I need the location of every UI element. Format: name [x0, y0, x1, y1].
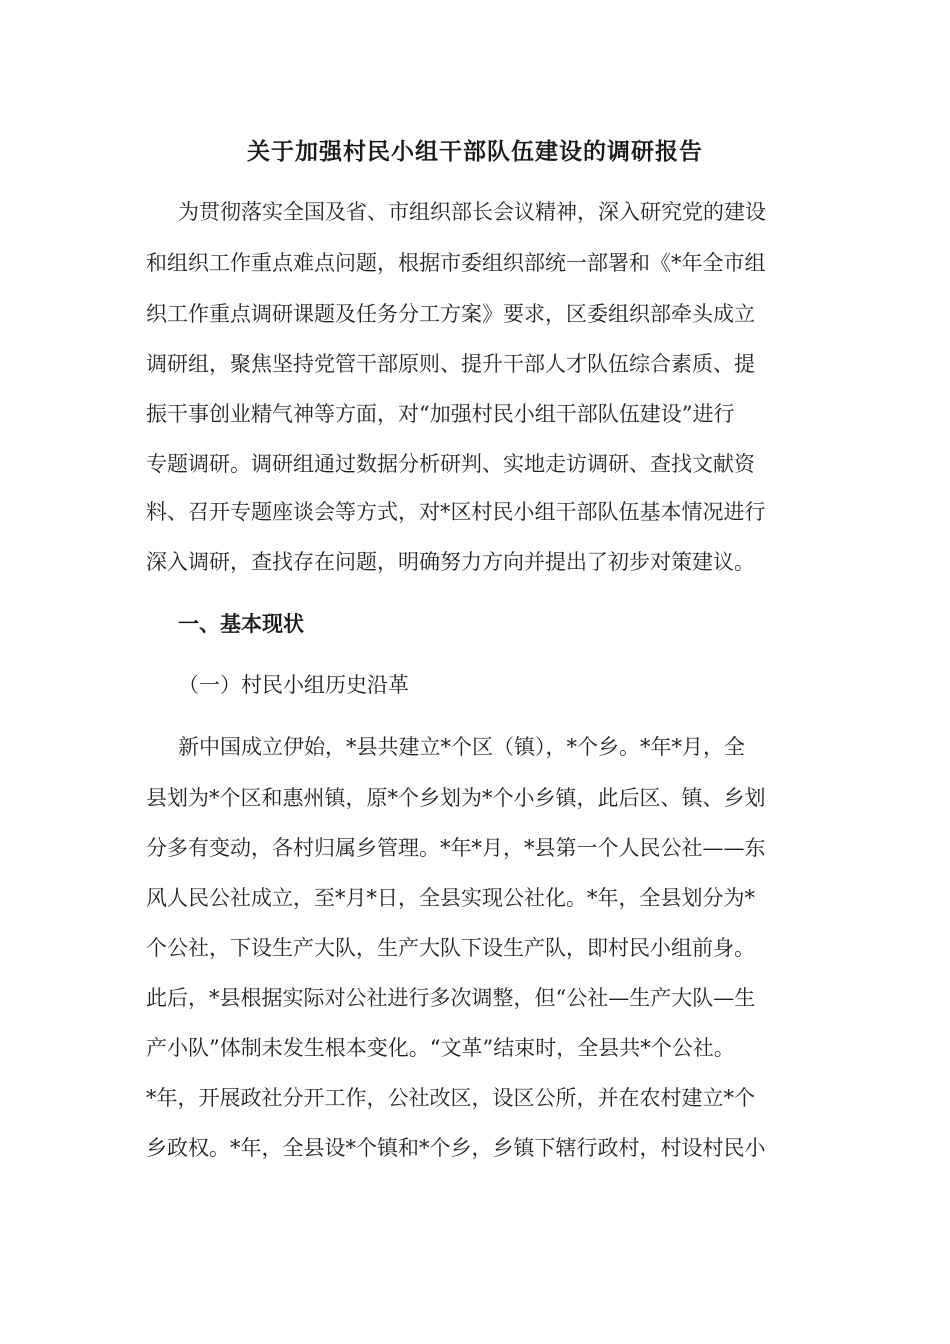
intro-line-8: 深入调研，查找存在问题，明确努力方向并提出了初步对策建议。 — [146, 550, 755, 574]
intro-line-7: 料、召开专题座谈会等方式，对*区村民小组干部队伍基本情况进行 — [146, 500, 766, 524]
section-heading: 一、基本现状 — [178, 611, 304, 636]
intro-line-4: 调研组，聚焦坚持党管干部原则、提升干部人才队伍综合素质、提 — [146, 352, 755, 376]
body-line-9: 乡政权。*年，全县设*个镇和*个乡，乡镇下辖行政村，村设村民小 — [146, 1136, 766, 1160]
body-line-5: 个公社，下设生产大队，生产大队下设生产队，即村民小组前身。 — [146, 936, 755, 960]
intro-line-1: 为贯彻落实全国及省、市组织部长会议精神，深入研究党的建设 — [178, 200, 766, 224]
document-title: 关于加强村民小组干部队伍建设的调研报告 — [247, 138, 703, 165]
intro-line-3: 织工作重点调研课题及任务分工方案》要求，区委组织部牵头成立 — [146, 302, 755, 326]
body-line-2: 县划为*个区和惠州镇，原*个乡划为*个小乡镇，此后区、镇、乡划 — [146, 786, 766, 810]
intro-line-6: 专题调研。调研组通过数据分析研判、实地走访调研、查找文献资 — [146, 452, 755, 476]
intro-line-2: 和组织工作重点难点问题，根据市委组织部统一部署和《*年全市组 — [146, 251, 766, 275]
body-line-6: 此后，*县根据实际对公社进行多次调整，但“公社—生产大队—生 — [146, 986, 756, 1010]
body-line-1: 新中国成立伊始，*县共建立*个区（镇），*个乡。*年*月，全 — [178, 735, 745, 759]
body-line-8: *年，开展政社分开工作，公社改区，设区公所，并在农村建立*个 — [146, 1086, 755, 1110]
subsection-heading: （一）村民小组历史沿革 — [178, 673, 409, 697]
body-line-4: 风人民公社成立，至*月*日，全县实现公社化。*年，全县划分为* — [146, 886, 755, 910]
intro-line-5: 振干事创业精气神等方面，对“加强村民小组干部队伍建设”进行 — [146, 402, 735, 426]
body-line-7: 产小队”体制未发生根本变化。“文革”结束时，全县共*个公社。 — [146, 1036, 735, 1060]
body-line-3: 分多有变动，各村归属乡管理。*年*月，*县第一个人民公社——东 — [146, 836, 766, 860]
